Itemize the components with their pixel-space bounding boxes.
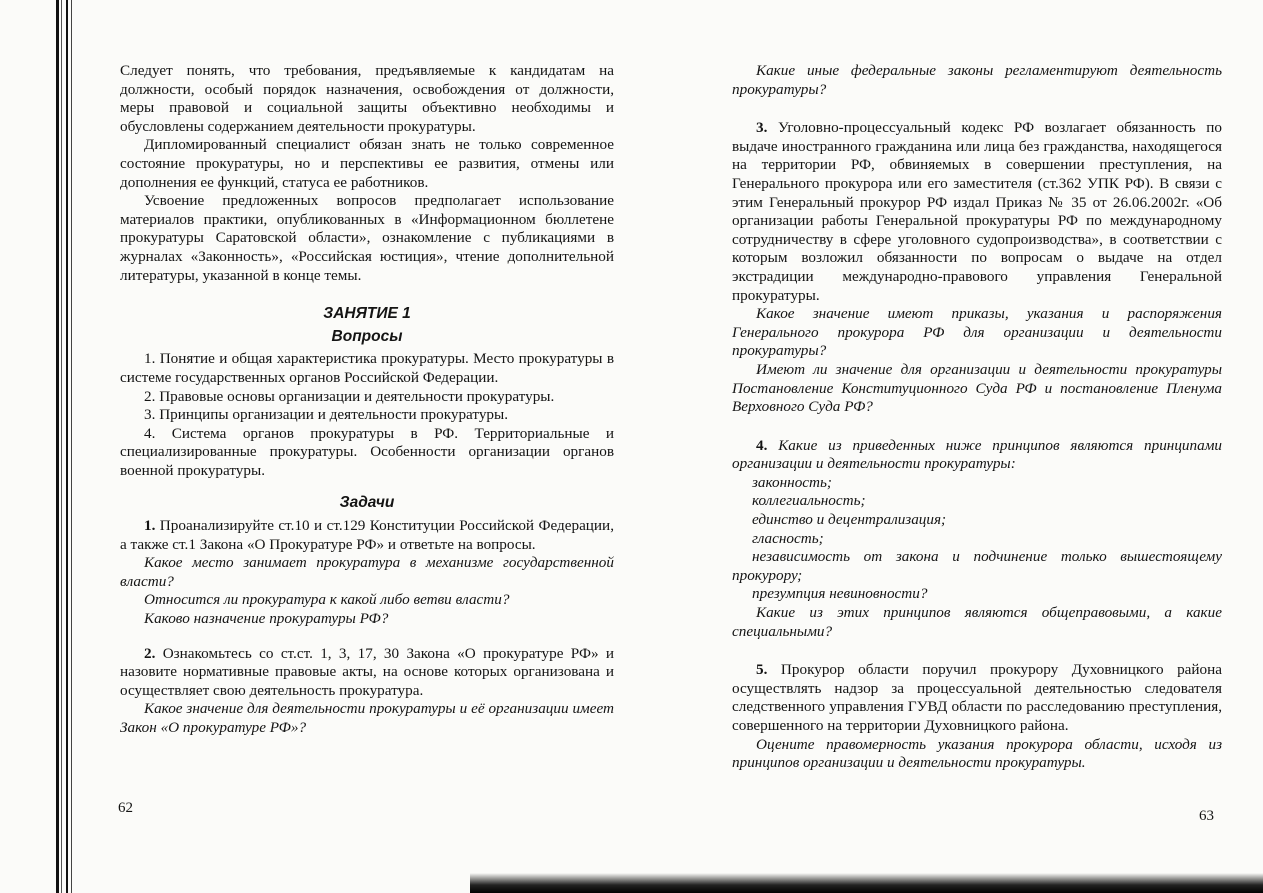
lesson-title: ЗАНЯТИЕ 1 — [323, 305, 411, 323]
left-page — [120, 62, 614, 738]
questions-title: Вопросы — [331, 327, 403, 345]
task-5 — [732, 661, 1222, 735]
task-5-number: 5. — [756, 661, 768, 679]
task-2-text: Ознакомьтесь со ст.ст. 1, 3, 17, 30 Закона «О прокуратуре РФ» и назовите нормативные правовые акты, на основе которых организована и осуществляет свою деятельность прокуратура. — [120, 644, 614, 699]
task-4 — [732, 437, 1222, 474]
task-1-number: 1. — [144, 517, 156, 535]
task-1 — [120, 517, 614, 554]
task-1-question-3: Каково назначение прокуратуры РФ? — [144, 610, 389, 628]
intro-paragraph-1: Следует понять, что требования, предъявляемые к кандидатам на должности, особый порядок назначения, освобождения от должности, меры правовой и социальной защиты объективно необходимы и обусловлены содержанием деятельности прокуратуры. — [120, 62, 614, 135]
task-3-number: 3. — [756, 119, 768, 137]
question-item-1: 1. Понятие и общая характеристика прокуратуры. Место прокуратуры в системе государственных органов Российской Федерации. — [120, 350, 614, 386]
principle-item: законность; — [752, 473, 832, 491]
task-5-question: Оцените правомерность указания прокурора области, исходя из принципов организации и деятельности прокуратуры. — [732, 735, 1222, 772]
book-binding — [0, 0, 78, 893]
task-4-text: Какие из приведенных ниже принципов являются принципами организации и деятельности прокуратуры: — [732, 436, 1222, 473]
task-3-question-1: Какое значение имеют приказы, указания и распоряжения Генерального прокурора РФ для организации и деятельности прокуратуры? — [732, 305, 1222, 360]
page-number-left: 62 — [118, 800, 133, 816]
task-3-question-2: Имеют ли значение для организации и деятельности прокуратуры Постановление Конституционного Суда РФ и постановление Пленума Верховного Суда РФ? — [732, 360, 1222, 416]
task-3 — [732, 119, 1222, 305]
task-2-question: Какое значение для деятельности прокуратуры и её организации имеет Закон «О прокуратуре РФ»? — [120, 700, 614, 736]
principle-item: коллегиальность; — [752, 492, 866, 510]
intro-paragraph-2: Дипломированный специалист обязан знать не только современное состояние прокуратуры, но и перспективы ее развития, отмены или дополнения ее функций, статуса ее работников. — [120, 136, 614, 191]
principle-item: независимость от закона и подчинение только вышестоящему прокурору; — [732, 548, 1222, 584]
task-4-number: 4. — [756, 436, 768, 454]
question-item-4: 4. Система органов прокуратуры в РФ. Территориальные и специализированные прокуратуры. Особенности организации органов военной прокуратуры. — [120, 424, 614, 479]
task-2-number: 2. — [144, 644, 156, 662]
question-item-2: 2. Правовые основы организации и деятельности прокуратуры. — [144, 387, 555, 405]
task-5-text: Прокурор области поручил прокурору Духовницкого района осуществлять надзор за процессуальной деятельностью следователя следственного управления ГУВД области по расследованию преступления, совершенного на территории Духовницкого района. — [732, 661, 1222, 734]
scan-shadow — [470, 873, 1263, 893]
task-3-text: Уголовно-процессуальный кодекс РФ возлагает обязанность по выдаче иностранного гражданина или лица без гражданства, находящегося на территории РФ, обвиняемых в совершении преступления, на Генерального прокурора или его заместителя (ст.362 УПК РФ). В связи с этим Генеральный прокурор РФ издал Приказ № 35 от 26.06.2002г. «Об организации работы Генеральной прокуратуры РФ по международному сотрудничеству в сфере уголовного судопроизводства», в соответствии с которым возложил обязанности по вопросам о выдаче на отдел экстрадиции международно-правового управления Генеральной прокуратуры. — [732, 119, 1222, 304]
task-1-text: Проанализируйте ст.10 и ст.129 Конституции Российской Федерации, а также ст.1 Закона «О Прокуратуре РФ» и ответьте на вопросы. — [120, 517, 614, 553]
top-question: Какие иные федеральные законы регламентируют деятельность прокуратуры? — [732, 62, 1222, 98]
principle-item: гласность; — [752, 529, 824, 547]
right-page — [732, 62, 1222, 773]
principle-item: единство и децентрализация; — [752, 511, 947, 529]
task-1-question-1: Какое место занимает прокуратура в механизме государственной власти? — [120, 554, 614, 590]
task-1-question-2: Относится ли прокуратура к какой либо ветви власти? — [144, 591, 510, 609]
task-4-question: Какие из этих принципов являются общеправовыми, а какие специальными? — [732, 604, 1222, 640]
task-2 — [120, 645, 614, 701]
page-number-right: 63 — [1199, 808, 1214, 824]
question-item-3: 3. Принципы организации и деятельности прокуратуры. — [144, 406, 509, 424]
tasks-title: Задачи — [339, 494, 395, 512]
intro-paragraph-3: Усвоение предложенных вопросов предполагает использование материалов практики, опубликованных в «Информационном бюллетене прокуратуры Саратовской области», ознакомление с публикациями в журналах «Законность», «Российская юстиция», чтение дополнительной литературы, указанной в конце темы. — [120, 192, 614, 284]
principle-item: презумпция невиновности? — [752, 585, 928, 603]
